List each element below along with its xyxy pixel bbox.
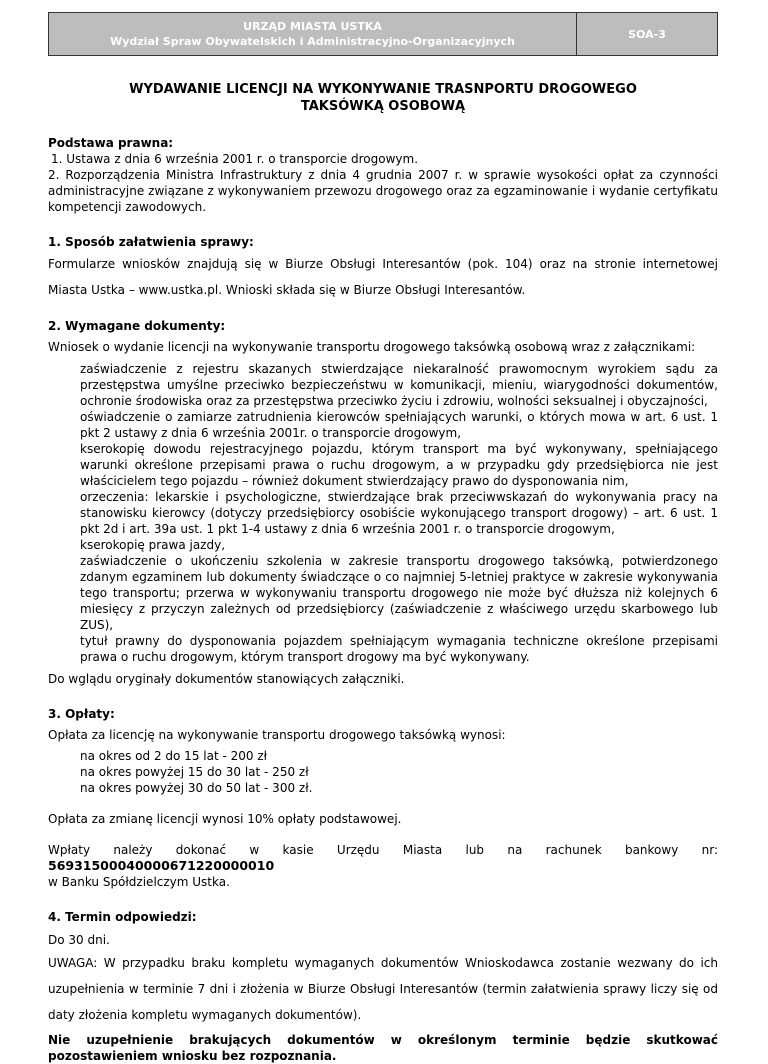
section-2-heading: 2. Wymagane dokumenty:: [48, 319, 226, 333]
list-item-text: na okres powyżej 30 do 50 lat - 300 zł.: [80, 781, 313, 795]
legal-basis-item-2: 2. Rozporządzenia Ministra Infrastruktury z dnia 4 grudnia 2007 r. w sprawie wysokości opłat za czynności administracyjne związane z wykonywaniem przewozu drogowego oraz za egzaminowanie i wydanie certyfikatu kompetencji zawodowych.: [48, 168, 718, 214]
required-documents-list: [48, 361, 718, 665]
list-item: [48, 489, 718, 537]
section-1-heading: 1. Sposób załatwienia sprawy:: [48, 235, 254, 249]
list-item: [48, 748, 718, 764]
list-item-text: zaświadczenie o ukończeniu szkolenia w zakresie transportu drogowego taksówką, potwierdzonego zdanym egzaminem lub dokumenty świadczące o co najmniej 5-letniej praktyce w zakresie wykonywania tego transportu; przerwa w wykonywaniu transportu drogowego nie może być dłuższa niż kolejnych 6 miesięcy z przyczyn zależnych od przedsiębiorcy (zaświadczenie z właściwego urzędu skarbowego lub ZUS),: [80, 554, 718, 632]
bank-account-number: 56931500040000671220000010: [48, 858, 275, 873]
list-item-text: oświadczenie o zamiarze zatrudnienia kierowców spełniających warunki, o których mowa w art. 6 ust. 1 pkt 2 ustawy z dnia 6 września 2001r. o transporcie drogowym,: [80, 410, 718, 440]
list-item: [48, 441, 718, 489]
section-1-text: Formularze wniosków znajdują się w Biurze Obsługi Interesantów (pok. 104) oraz na stronie internetowej Miasta Ustka – www.ustka.pl. Wnioski składa się w Biurze Obsługi Interesantów.: [48, 257, 718, 297]
warning-text: Nie uzupełnienie brakujących dokumentów w określonym terminie będzie skutkować pozostawieniem wniosku bez rozpoznania.: [48, 1033, 718, 1063]
list-item-text: zaświadczenie z rejestru skazanych stwierdzające niekaralność prawomocnym wyrokiem sądu za przestępstwa umyślne przeciwko bezpieczeństwu w komunikacji, mieniu, wiarygodności dokumentów, ochronie środowiska oraz za przestępstwa przeciwko życiu i zdrowiu, wolności seksualnej i obyczajności,: [80, 362, 718, 408]
list-item-text: tytuł prawny do dysponowania pojazdem spełniającym wymagania techniczne określone przepisami prawa o ruchu drogowym, którym transport drogowy ma być wykonywany.: [80, 634, 718, 664]
section-2-outro: Do wglądu oryginały dokumentów stanowiących załączniki.: [48, 672, 405, 686]
document-header: [48, 12, 718, 56]
list-item: [48, 361, 718, 409]
list-item-text: na okres powyżej 15 do 30 lat - 250 zł: [80, 765, 309, 779]
section-3-intro: Opłata za licencję na wykonywanie transportu drogowego taksówką wynosi:: [48, 728, 506, 742]
fees-list: [48, 748, 718, 796]
document-title: [48, 81, 718, 115]
response-term: Do 30 dni.: [48, 933, 110, 947]
document-code: SOA-3: [628, 27, 666, 41]
office-name: URZĄD MIASTA USTKA: [243, 20, 382, 33]
department-name: Wydział Spraw Obywatelskich i Administracyjno-Organizacyjnych: [110, 35, 515, 48]
payment-prefix: Wpłaty należy dokonać w kasie Urzędu Miasta lub na rachunek bankowy nr:: [48, 843, 718, 857]
payment-suffix: w Banku Spółdzielczym Ustka.: [48, 875, 230, 889]
list-item: [48, 409, 718, 441]
list-item: [48, 633, 718, 665]
list-item-text: orzeczenia: lekarskie i psychologiczne, stwierdzające brak przeciwwskazań do wykonywania pracy na stanowisku kierowcy (dotyczy przedsiębiorcy osobiście wykonującego transport drogowy) – art. 6 ust. 1 pkt 2d i art. 39a ust. 1 pkt 1-4 ustawy z dnia 6 września 2001 r. o transporcie drogowym,: [80, 490, 718, 536]
note-text: UWAGA: W przypadku braku kompletu wymaganych dokumentów Wnioskodawca zostanie wezwany do ich uzupełnienia w terminie 7 dni i złożenia w Biurze Obsługi Interesantów (termin załatwienia sprawy liczy się od daty złożenia kompletu wymaganych dokumentów).: [48, 956, 718, 1022]
legal-basis-heading: Podstawa prawna:: [48, 136, 174, 150]
list-item: [48, 764, 718, 780]
section-3-heading: 3. Opłaty:: [48, 707, 115, 721]
list-item: [48, 780, 718, 796]
section-2-intro: Wniosek o wydanie licencji na wykonywanie transportu drogowego taksówką osobową wraz z załącznikami:: [48, 340, 696, 354]
list-item: [48, 553, 718, 633]
change-fee-text: Opłata za zmianę licencji wynosi 10% opłaty podstawowej.: [48, 812, 402, 826]
list-item-text: kserokopię dowodu rejestracyjnego pojazdu, którym transport ma być wykonywany, spełniającego warunki określone przepisami prawa o ruchu drogowym, a w przypadku gdy przedsiębiorca nie jest właścicielem tego pojazdu – również dokument stwierdzający prawo do dysponowania nim,: [80, 442, 718, 488]
legal-basis-item-1: 1. Ustawa z dnia 6 września 2001 r. o transporcie drogowym.: [51, 152, 419, 166]
header-office-block: [49, 13, 577, 55]
section-4-heading: 4. Termin odpowiedzi:: [48, 910, 197, 924]
list-item: [48, 537, 718, 553]
list-item-text: kserokopię prawa jazdy,: [80, 538, 226, 552]
list-item-text: na okres od 2 do 15 lat - 200 zł: [80, 749, 268, 763]
title-line-1: WYDAWANIE LICENCJI NA WYKONYWANIE TRASNPORTU DROGOWEGO: [129, 82, 637, 97]
title-line-2: TAKSÓWKĄ OSOBOWĄ: [300, 99, 466, 114]
payment-text: [48, 842, 718, 890]
document-page: [48, 12, 718, 1064]
